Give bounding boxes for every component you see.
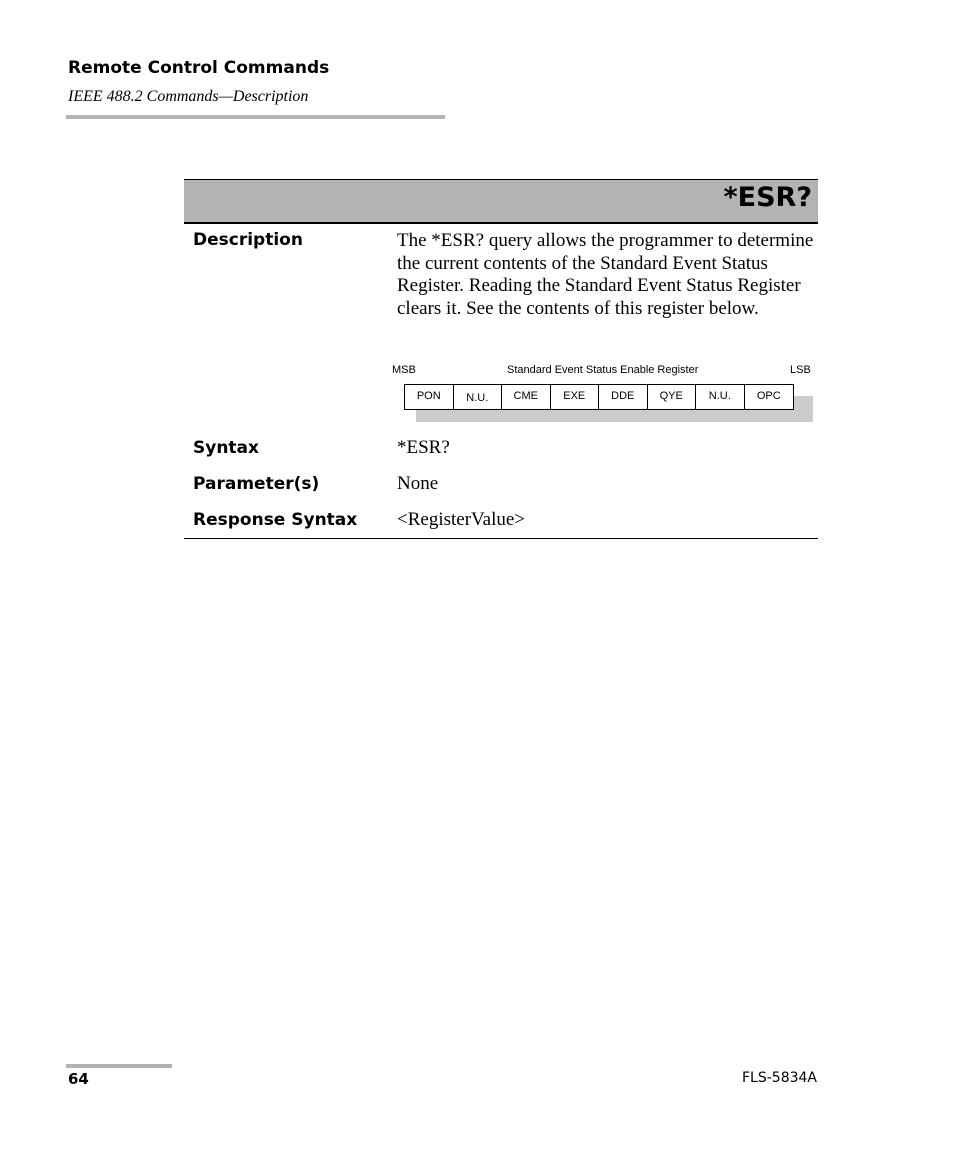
running-header-subtitle: IEEE 488.2 Commands—Description [68,88,309,105]
description-label: Description [193,230,303,250]
register-bits [404,384,794,410]
register-bit: N.U. [696,385,745,409]
register-bit: DDE [599,385,648,409]
register-msb-label: MSB [392,364,416,376]
response-syntax-value: <RegisterValue> [397,509,526,530]
register-bit: CME [502,385,551,409]
header-divider [66,115,445,119]
response-syntax-label: Response Syntax [193,510,358,530]
command-title: *ESR? [723,182,812,213]
page-number: 64 [68,1070,89,1088]
parameters-value: None [397,473,439,494]
syntax-label: Syntax [193,438,259,458]
document-id: FLS-5834A [742,1070,817,1086]
register-bit: OPC [756,390,781,402]
register-bit: N.U. [454,385,503,409]
description-text: The *ESR? query allows the programmer to determine the current contents of the Standard Event Status Register. Reading the Standard Event Status Register clears it. See the contents of this register below. [397,230,814,319]
register-bit: EXE [551,385,600,409]
register-bit: PON [405,385,454,409]
register-lsb-label: LSB [790,364,811,376]
footer-divider [66,1064,172,1068]
table-bottom-rule [184,538,818,539]
parameters-label: Parameter(s) [193,474,320,494]
running-header-title: Remote Control Commands [68,58,330,78]
command-title-bar [184,179,818,224]
syntax-value: *ESR? [397,437,450,458]
register-title: Standard Event Status Enable Register [507,364,699,376]
register-bit: QYE [648,385,697,409]
